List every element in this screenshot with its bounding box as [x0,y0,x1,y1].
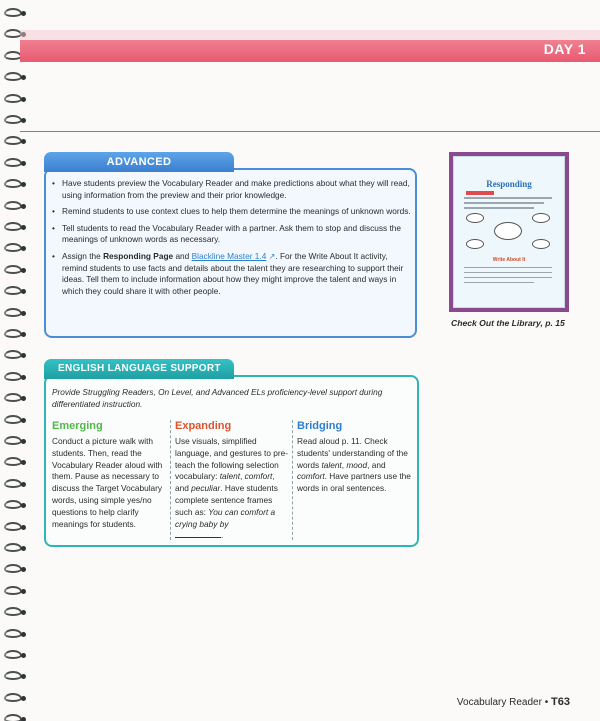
word-builder-badge [466,191,494,195]
spiral-coil [4,457,22,466]
spiral-coil [4,436,22,445]
page-number: T63 [551,696,570,708]
web-oval [532,213,550,223]
advanced-bullet-list [52,178,412,302]
assign-rest: . For the Write About It activity, remind students to use facts and details about the talent they are researching to support their ideas. Tell them to include information about how they might improve the talent and ways in which they could share it with other people. [62,250,404,296]
advanced-bullet: • Have students preview the Vocabulary Reader and make predictions about what they will read, using information from the preview and their prior knowledge. [52,178,412,201]
spiral-coil [4,479,22,488]
web-oval [466,239,484,249]
thumbnail-text-line [464,272,552,273]
spiral-coil [4,8,22,17]
web-oval [466,213,484,223]
advanced-title: ADVANCED [44,152,234,172]
emerging-column [52,420,167,530]
spiral-coil [4,607,22,616]
spiral-coil [4,564,22,573]
spiral-coil [4,500,22,509]
thumbnail-text-line [464,197,552,199]
spiral-coil [4,72,22,81]
external-link-icon[interactable]: ↗ [268,251,276,261]
vocab-sep: , [240,471,245,482]
emerging-text: Conduct a picture walk with students. Then, read the Vocabulary Reader aloud with them. Pause as necessary to discuss the Target Vocabulary words, using simple yes/no questions to help clarify meanings for students. [52,436,163,529]
bridging-text [297,436,412,495]
bridging-text-a: Read aloud p. 11. Check students' understanding of the words [297,436,408,470]
thumbnail-title: Responding [486,179,532,189]
els-intro: Provide Struggling Readers, On Level, and Advanced ELs proficiency-level support during differentiated instruction. [52,387,383,409]
expanding-text: Use visuals, simplified language, and gestures to pre-teach the following selection vocabulary: talent, comfort, and peculiar. Have students complete sentence frames such as: You can comfort a crying baby by . [175,436,289,541]
spiral-coil [4,629,22,638]
assign-prefix: Assign the [62,250,104,261]
web-center-oval [494,222,522,240]
spiral-coil [4,222,22,231]
spiral-coil [4,329,22,338]
thumbnail-text-line [464,282,534,283]
thumbnail-text-line [464,267,552,268]
expanding-heading: Expanding [175,420,232,432]
section-divider [20,131,600,132]
vocab-word: peculiar [191,483,221,494]
spiral-coil [4,243,22,252]
spiral-coil [4,158,22,167]
vocab-sep: , and [367,459,386,470]
spiral-binding [0,0,30,721]
emerging-heading: Emerging [52,420,103,432]
expanding-text-b: . Have students complete sentence frames such as: [175,483,278,517]
vocab-word: talent [321,459,342,470]
spiral-coil [4,671,22,680]
vocab-sep: , [341,459,347,470]
thumbnail-page [453,156,565,308]
spiral-coil [4,522,22,531]
thumbnail-caption: Check Out the Library, p. 15 [451,318,565,328]
expanding-text-a: Use visuals, simplified language, and gestures to pre-teach the following selection vocabulary: [175,436,289,482]
spiral-coil [4,372,22,381]
advanced-bullet-assign [52,251,412,297]
vocab-word: mood [346,459,368,470]
spiral-coil [4,136,22,145]
bridging-text-b: . Have partners use the words in oral sentences. [297,471,411,494]
spiral-coil [4,201,22,210]
day-header-band [20,40,600,62]
spiral-coil [4,308,22,317]
bridging-column [297,420,412,495]
advanced-bullet: • Tell students to read the Vocabulary Reader with a partner. Ask them to stop and discuss the meanings of unknown words as necessary. [52,223,412,246]
spiral-coil [4,650,22,659]
vocab-sep: , and [175,471,275,494]
responding-page-thumbnail [449,152,569,312]
blackline-master-link[interactable]: Blackline Master 1.4 [191,250,267,261]
column-divider [170,420,171,540]
spiral-coil [4,179,22,188]
thumbnail-write-about: Write About It [492,257,526,263]
responding-page-label: Responding Page [103,250,174,261]
advanced-bullet: • Remind students to use context clues to help them determine the meanings of unknown words. [52,206,412,218]
sentence-frame: You can comfort a crying baby by [175,506,276,529]
els-title: ENGLISH LANGUAGE SUPPORT [44,359,234,379]
bridging-heading: Bridging [297,420,343,432]
expanding-column [175,420,290,542]
header-stripe [20,30,600,40]
blank-line [175,530,221,538]
vocab-word: comfort [244,471,273,482]
spiral-coil [4,286,22,295]
spiral-coil [4,543,22,552]
page-footer [457,696,570,708]
spiral-coil [4,714,22,721]
thumbnail-text-line [464,277,552,278]
thumbnail-text-line [464,202,544,204]
spiral-coil [4,415,22,424]
spiral-coil [4,265,22,274]
vocab-word: talent [219,471,241,482]
web-oval [532,239,550,249]
day-label: DAY 1 [543,41,586,57]
spiral-coil [4,115,22,124]
spiral-coil [4,586,22,595]
thumbnail-text-line [464,207,534,209]
assign-and: and [173,250,192,261]
vocab-word: comfort [297,471,325,482]
footer-separator: • [544,697,549,708]
spiral-coil [4,693,22,702]
footer-section: Vocabulary Reader [456,697,542,708]
spiral-coil [4,350,22,359]
spiral-coil [4,393,22,402]
spiral-coil [4,94,22,103]
column-divider [292,420,293,540]
